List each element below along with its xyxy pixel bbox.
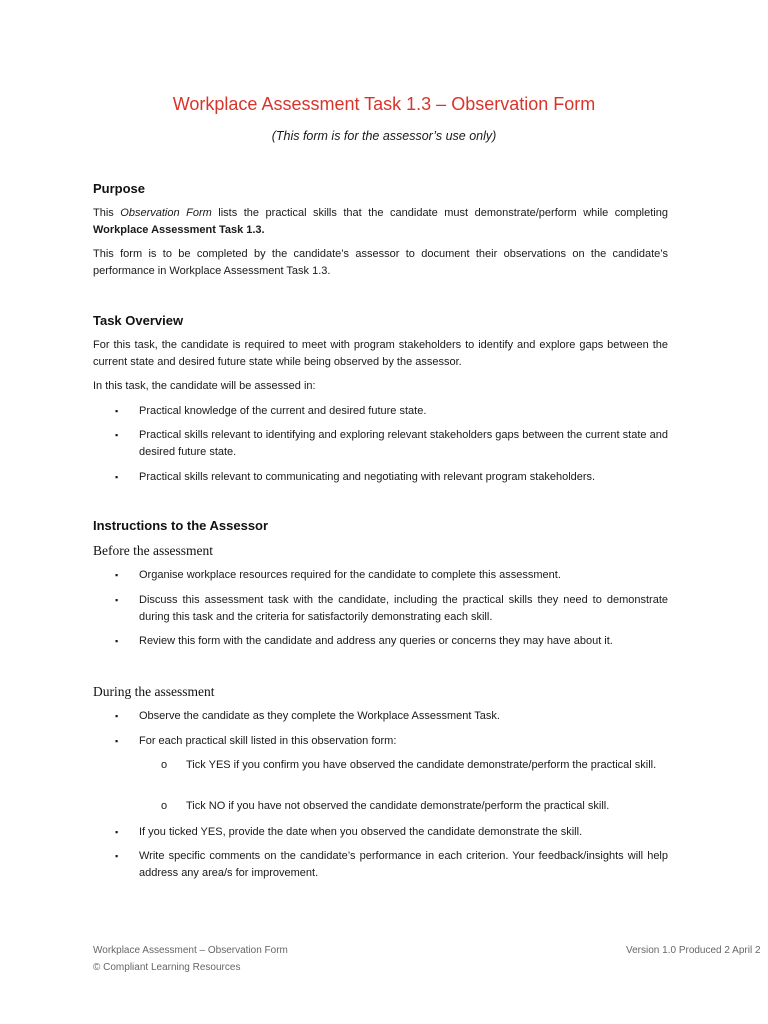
task-overview-paragraph-1: For this task, the candidate is required to meet with program stakeholders to identify and explore gaps between the current state and desired future state while being observed by the assessor. bbox=[93, 339, 668, 368]
bullet-marker: ▪ bbox=[115, 711, 119, 721]
footer-version: Version 1.0 Produced 2 April 2 bbox=[626, 945, 761, 956]
during-bullet-3: If you ticked YES, provide the date when you observed the candidate demonstrate the skill. bbox=[139, 826, 583, 838]
bullet-marker: ▪ bbox=[115, 851, 119, 861]
before-bullet-2: Discuss this assessment task with the candidate, including the practical skills they need to demonstrate during this task and the criteria for satisfactorily demonstrating each skill. bbox=[139, 594, 668, 623]
footer-form-name: Workplace Assessment – Observation Form bbox=[93, 945, 288, 956]
purpose-p1-strong: Workplace Assessment Task 1.3. bbox=[93, 224, 265, 236]
purpose-heading: Purpose bbox=[93, 181, 146, 196]
during-sub-bullet-1: Tick YES if you confirm you have observed the candidate demonstrate/perform the practical skill. bbox=[186, 759, 657, 771]
form-subtitle: (This form is for the assessor’s use only) bbox=[271, 129, 497, 143]
purpose-p1-emphasis: Observation Form bbox=[120, 207, 212, 219]
bullet-marker: ▪ bbox=[115, 430, 119, 440]
bullet-marker: ▪ bbox=[115, 472, 119, 482]
sub-bullet-marker: o bbox=[161, 800, 168, 812]
bullet-marker: ▪ bbox=[115, 570, 119, 580]
purpose-p1-text: This bbox=[93, 207, 121, 219]
task-overview-heading: Task Overview bbox=[93, 313, 184, 328]
form-title: Workplace Assessment Task 1.3 – Observation Form bbox=[172, 94, 596, 114]
task-overview-paragraph-2: In this task, the candidate will be assessed in: bbox=[93, 380, 316, 392]
task-overview-bullet-1: Practical knowledge of the current and desired future state. bbox=[139, 405, 427, 417]
bullet-marker: ▪ bbox=[115, 827, 119, 837]
instructions-heading: Instructions to the Assessor bbox=[93, 518, 269, 533]
bullet-marker: ▪ bbox=[115, 736, 119, 746]
task-overview-bullet-3: Practical skills relevant to communicating and negotiating with relevant program stakeholders. bbox=[139, 471, 596, 483]
sub-bullet-marker: o bbox=[161, 759, 168, 771]
bullet-marker: ▪ bbox=[115, 595, 119, 605]
before-bullet-1: Organise workplace resources required for the candidate to complete this assessment. bbox=[139, 569, 561, 581]
footer-copyright: © Compliant Learning Resources bbox=[93, 962, 241, 973]
purpose-p1-middle: lists the practical skills that the candidate must demonstrate/perform while completing bbox=[211, 207, 668, 219]
during-bullet-4: Write specific comments on the candidate’s performance in each criterion. Your feedback/insights will help address any area/s for improvement. bbox=[139, 850, 668, 879]
task-overview-bullet-2: Practical skills relevant to identifying and exploring relevant stakeholders gaps between the current state and desired future state. bbox=[139, 429, 668, 458]
bullet-marker: ▪ bbox=[115, 636, 119, 646]
during-bullet-2: For each practical skill listed in this observation form: bbox=[139, 735, 397, 747]
bullet-marker: ▪ bbox=[115, 406, 119, 416]
during-bullet-1: Observe the candidate as they complete the Workplace Assessment Task. bbox=[139, 710, 500, 722]
purpose-paragraph-1 bbox=[93, 205, 668, 239]
before-assessment-heading: Before the assessment bbox=[93, 543, 213, 558]
during-assessment-heading: During the assessment bbox=[93, 684, 215, 699]
during-sub-bullet-2: Tick NO if you have not observed the candidate demonstrate/perform the practical skill. bbox=[186, 800, 610, 812]
purpose-paragraph-2: This form is to be completed by the candidate’s assessor to document their observations on the candidate’s performance in Workplace Assessment Task 1.3. bbox=[93, 248, 668, 277]
before-bullet-3: Review this form with the candidate and address any queries or concerns they may have about it. bbox=[139, 635, 613, 647]
